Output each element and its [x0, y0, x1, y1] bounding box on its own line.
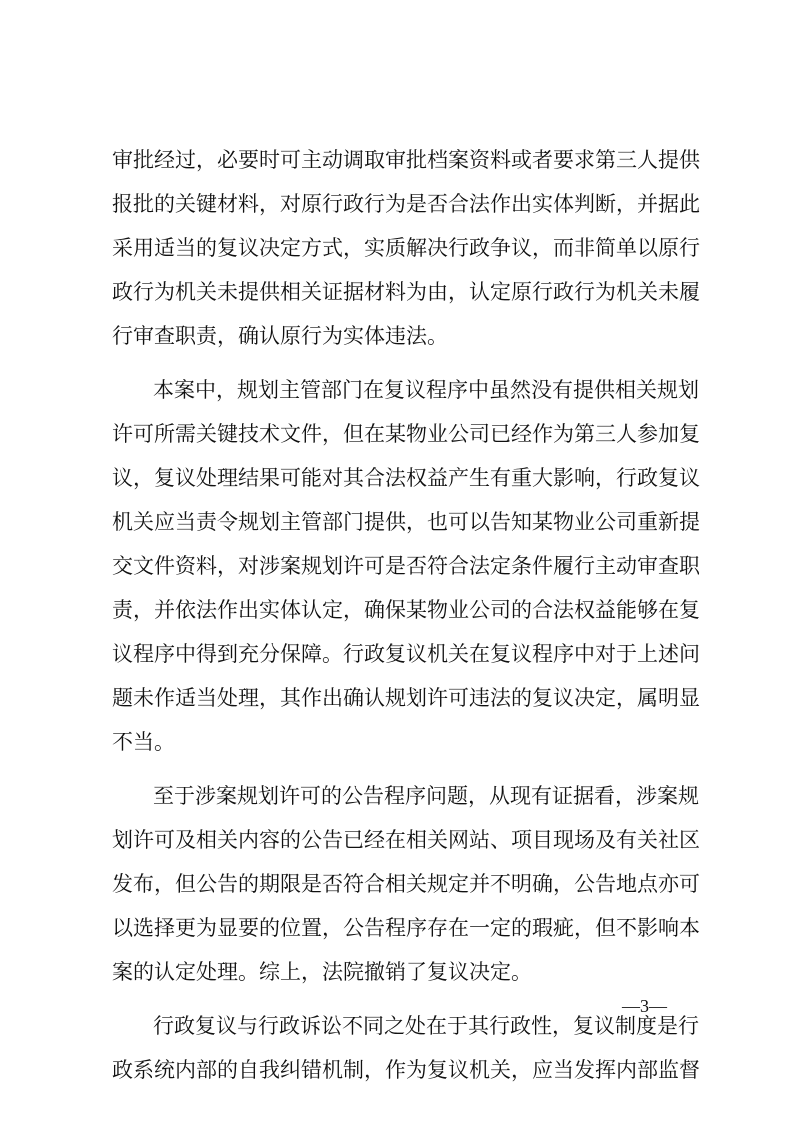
paragraph-line: 至于涉案规划许可的公告程序问题，从现有证据看，涉案规 — [153, 784, 699, 808]
paragraph-line: 不当。 — [112, 730, 175, 754]
paragraph-line: 政系统内部的自我纠错机制，作为复议机关，应当发挥内部监督 — [112, 1058, 700, 1082]
paragraph-line: 以选择更为显要的位置，公告程序存在一定的瑕疵，但不影响本 — [112, 916, 700, 940]
paragraph-4 — [112, 1004, 700, 1092]
paragraph-line: 议，复议处理结果可能对其合法权益产生有重大影响，行政复议 — [112, 466, 700, 490]
paragraph-line: 机关应当责令规划主管部门提供，也可以告知某物业公司重新提 — [112, 510, 700, 534]
paragraph-line: 交文件资料，对涉案规划许可是否符合法定条件履行主动审查职 — [112, 554, 700, 578]
paragraph-line: 政行为机关未提供相关证据材料为由，认定原行政行为机关未履 — [112, 280, 700, 304]
paragraph-2 — [112, 368, 700, 764]
document-body — [112, 138, 700, 1102]
paragraph-line: 报批的关键材料，对原行政行为是否合法作出实体判断，并据此 — [112, 192, 700, 216]
paragraph-line: 行政复议与行政诉讼不同之处在于其行政性，复议制度是行 — [153, 1014, 699, 1038]
paragraph-line: 本案中，规划主管部门在复议程序中虽然没有提供相关规划 — [153, 378, 699, 402]
paragraph-line: 议程序中得到充分保障。行政复议机关在复议程序中对于上述问 — [112, 642, 700, 666]
paragraph-line: 责，并依法作出实体认定，确保某物业公司的合法权益能够在复 — [112, 598, 700, 622]
paragraph-line: 采用适当的复议决定方式，实质解决行政争议，而非简单以原行 — [112, 236, 700, 260]
paragraph-line: 划许可及相关内容的公告已经在相关网站、项目现场及有关社区 — [112, 828, 700, 852]
paragraph-line: 案的认定处理。综上，法院撤销了复议决定。 — [112, 960, 532, 984]
paragraph-line: 许可所需关键技术文件，但在某物业公司已经作为第三人参加复 — [112, 422, 700, 446]
paragraph-line: 行审查职责，确认原行为实体违法。 — [112, 324, 448, 348]
paragraph-1 — [112, 138, 700, 358]
page-number: —3— — [622, 996, 667, 1016]
paragraph-line: 发布，但公告的期限是否符合相关规定并不明确，公告地点亦可 — [112, 872, 700, 896]
paragraph-line: 审批经过，必要时可主动调取审批档案资料或者要求第三人提供 — [112, 148, 700, 172]
paragraph-3 — [112, 774, 700, 994]
paragraph-line: 题未作适当处理，其作出确认规划许可违法的复议决定，属明显 — [112, 686, 700, 710]
